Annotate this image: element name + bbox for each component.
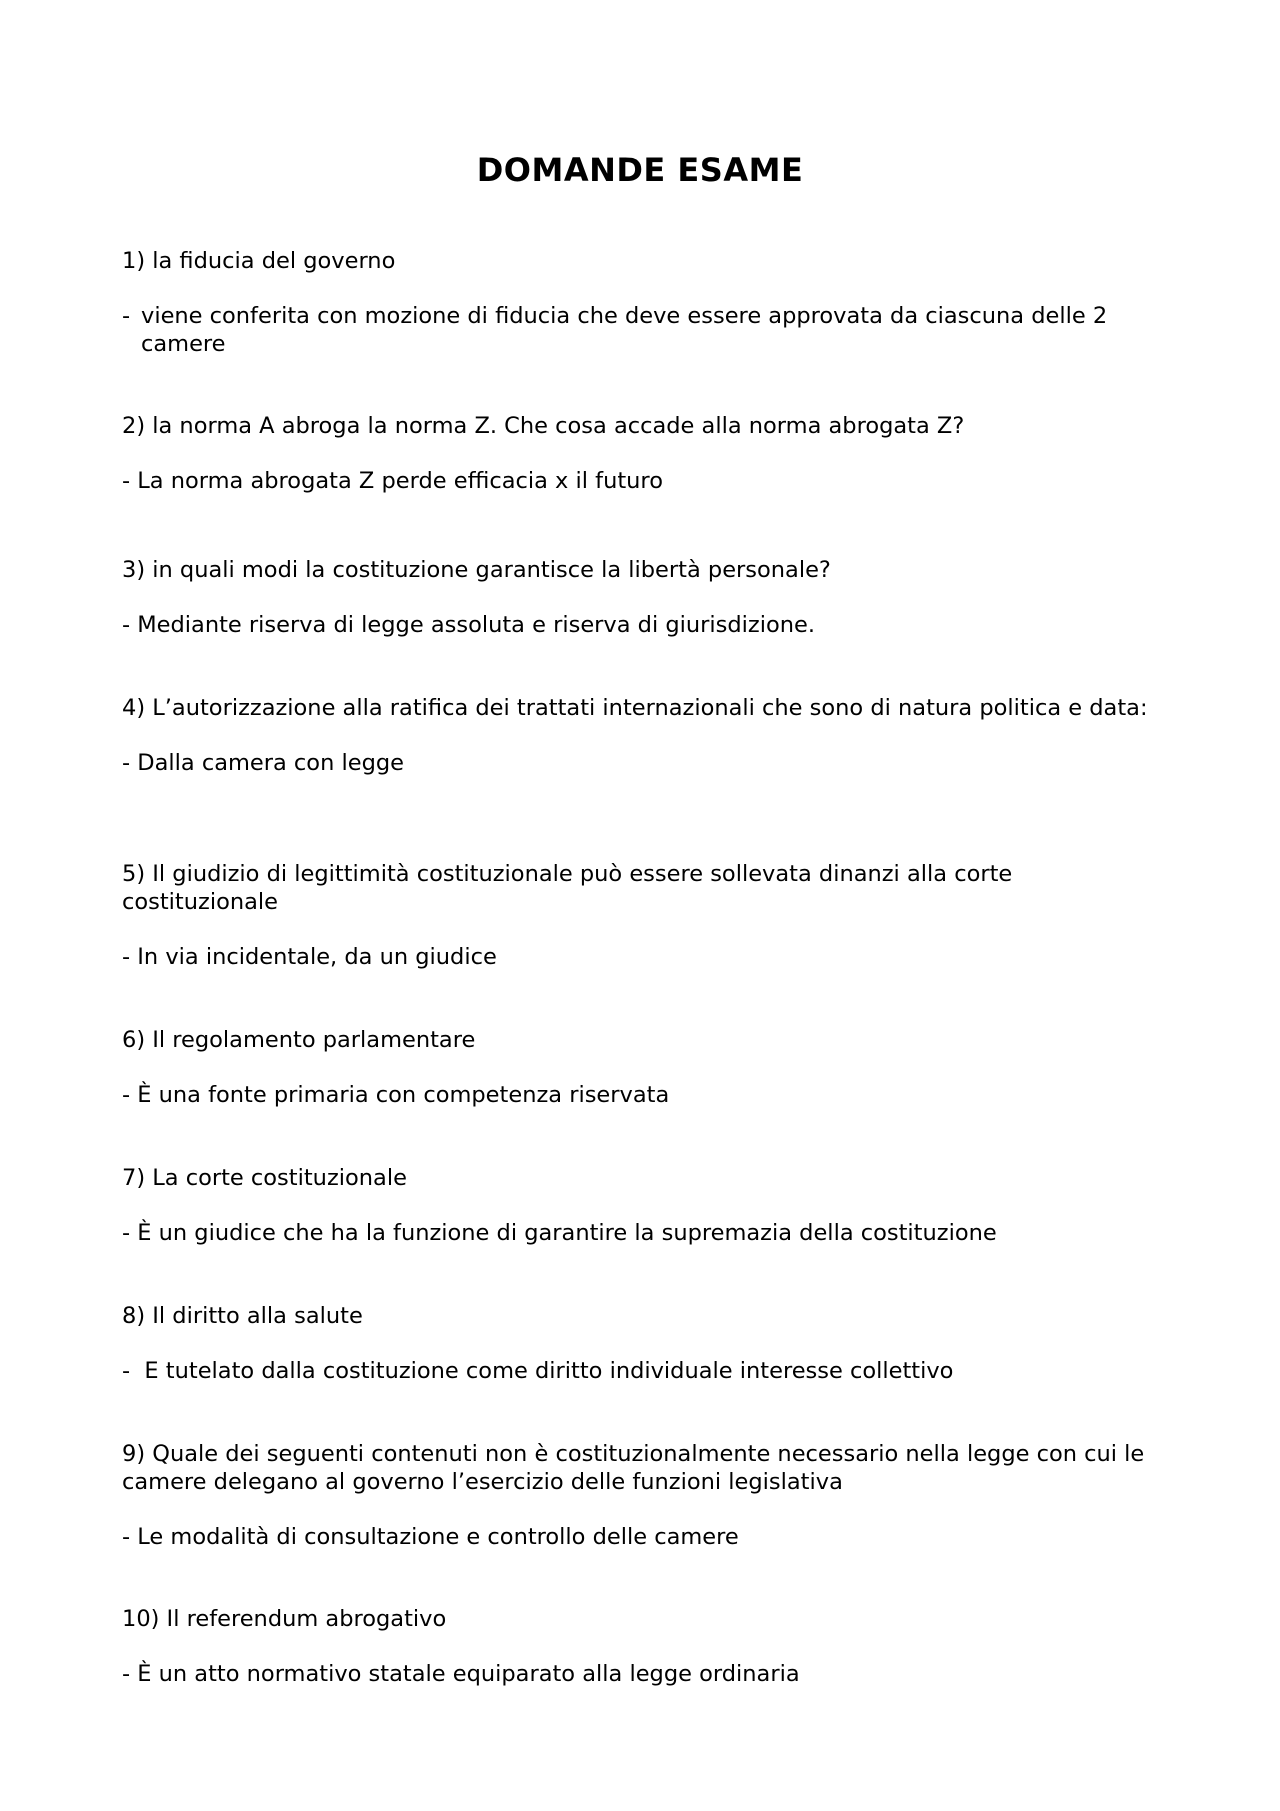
answer-1 (122, 302, 1172, 358)
answer-9: - Le modalità di consultazione e controllo delle camere (122, 1524, 739, 1550)
question-5: 5) Il giudizio di legittimità costituzionale può essere sollevata dinanzi alla corte costituzionale (122, 861, 1013, 915)
answer-4: - Dalla camera con legge (122, 750, 404, 776)
question-8: 8) Il diritto alla salute (122, 1303, 363, 1329)
question-9: 9) Quale dei seguenti contenuti non è costituzionalmente necessario nella legge con cui le camere delegano al governo l’esercizio delle funzioni legislativa (122, 1441, 1145, 1495)
answer-5: - In via incidentale, da un giudice (122, 944, 497, 970)
qa-item-2 (122, 412, 1172, 495)
answer-1-text: viene conferita con mozione di fiducia che deve essere approvata da ciascuna delle 2 camere (141, 303, 1108, 357)
qa-item-3 (122, 556, 1172, 639)
answer-2: - La norma abrogata Z perde efficacia x il futuro (122, 468, 663, 494)
question-4: 4) L’autorizzazione alla ratifica dei trattati internazionali che sono di natura politica e data: (122, 695, 1148, 721)
answer-6: - È una fonte primaria con competenza riservata (122, 1082, 670, 1108)
question-3: 3) in quali modi la costituzione garantisce la libertà personale? (122, 557, 831, 583)
qa-item-1 (122, 247, 1172, 358)
answer-8: - E tutelato dalla costituzione come diritto individuale interesse collettivo (122, 1358, 954, 1384)
question-2: 2) la norma A abroga la norma Z. Che cosa accade alla norma abrogata Z? (122, 413, 965, 439)
qa-item-10 (122, 1605, 1172, 1688)
qa-item-8 (122, 1302, 1172, 1385)
qa-item-6 (122, 1026, 1172, 1109)
question-6: 6) Il regolamento parlamentare (122, 1027, 476, 1053)
answer-3: - Mediante riserva di legge assoluta e riserva di giurisdizione. (122, 612, 815, 638)
question-10: 10) Il referendum abrogativo (122, 1606, 447, 1632)
qa-item-9 (122, 1440, 1172, 1551)
answer-7: - È un giudice che ha la funzione di garantire la supremazia della costituzione (122, 1220, 997, 1246)
qa-item-4 (122, 694, 1172, 777)
qa-item-5 (122, 860, 1172, 971)
question-7: 7) La corte costituzionale (122, 1165, 407, 1191)
qa-item-7 (122, 1164, 1172, 1247)
answer-1-dash: - (122, 303, 131, 329)
answer-10: - È un atto normativo statale equiparato alla legge ordinaria (122, 1661, 800, 1687)
page-title: DOMANDE ESAME (476, 151, 804, 189)
question-1: 1) la fiducia del governo (122, 248, 396, 274)
